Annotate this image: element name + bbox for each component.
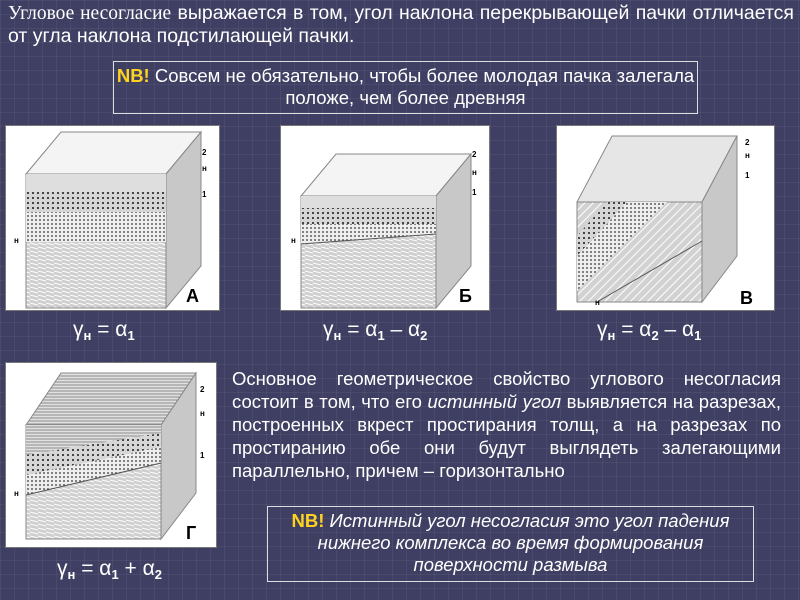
property-text: Основное геометрическое свойство углового несогласия состоит в том, что его — [232, 368, 781, 412]
formula-subscript: 2 — [651, 328, 659, 343]
nb-note-top — [113, 61, 698, 114]
layer-label: н — [291, 236, 296, 245]
nb-mark: NB! — [116, 65, 150, 86]
formula-part: = α — [75, 557, 112, 580]
layer-label: 2 — [200, 385, 205, 394]
block-diagram-b — [280, 125, 490, 311]
formula-subscript: н — [67, 567, 76, 582]
nb-mark: NB! — [291, 510, 325, 531]
formula-part: – α — [384, 318, 421, 341]
slide-title — [8, 2, 794, 48]
title-rest: выражается в том, угол наклона перекрывающей пачки отличается от угла наклона подстилающей пачки. — [8, 2, 794, 47]
formula-subscript: н — [83, 328, 92, 343]
layer-label: н — [472, 168, 477, 177]
formula-a — [73, 318, 135, 348]
formula-subscript: н — [333, 328, 342, 343]
block-diagram-v — [556, 125, 775, 311]
formula-b — [323, 318, 427, 348]
layer-label: н — [745, 151, 750, 160]
formula-part: = α — [341, 318, 378, 341]
property-emphasis: истинный угол — [427, 391, 562, 412]
layer-label: н — [14, 489, 19, 498]
layer-label: 2 — [745, 138, 750, 147]
block-diagram-g — [5, 362, 217, 548]
formula-subscript: 1 — [111, 567, 119, 582]
layer-label: н — [200, 409, 205, 418]
formula-symbol: γ — [57, 557, 68, 580]
title-lead: Угловое несогласие — [8, 3, 172, 24]
property-paragraph — [232, 367, 781, 482]
panel-letter: А — [186, 286, 199, 306]
formula-part: + α — [118, 557, 155, 580]
layer-label: н — [202, 164, 207, 173]
layer-label: н — [595, 298, 600, 307]
layer-label: 1 — [202, 190, 207, 199]
nb-text: Совсем не обязательно, чтобы более молодая пачка залегала положе, чем более древняя — [149, 65, 695, 108]
formula-v — [597, 318, 701, 348]
block-diagram-a — [5, 125, 220, 311]
formula-symbol: γ — [323, 318, 334, 341]
formula-symbol: γ — [73, 318, 84, 341]
formula-subscript: 1 — [377, 328, 385, 343]
nb-text: Истинный угол несогласия это угол падения нижнего комплекса во время формирования поверхности размыва — [317, 510, 730, 575]
property-text: выявляется на разрезах, построенных вкрест простирания толщ, а на разрезах по простиранию обе они будут выглядеть залегающими параллельно, причем – горизонтально — [232, 391, 781, 481]
formula-subscript: 1 — [694, 328, 702, 343]
formula-subscript: н — [607, 328, 616, 343]
panel-letter: В — [740, 288, 753, 308]
formula-part: = α — [91, 318, 128, 341]
panel-letter: Г — [186, 523, 197, 543]
formula-part: = α — [615, 318, 652, 341]
layer-label: 1 — [745, 171, 750, 180]
nb-note-bottom — [267, 506, 754, 582]
formula-symbol: γ — [597, 318, 608, 341]
layer-label: 1 — [472, 188, 477, 197]
layer-label: 2 — [472, 150, 477, 159]
formula-g — [57, 557, 162, 587]
formula-subscript: 1 — [127, 328, 135, 343]
panel-letter: Б — [459, 286, 472, 306]
formula-subscript: 2 — [154, 567, 162, 582]
layer-label: н — [14, 236, 19, 245]
formula-subscript: 2 — [420, 328, 428, 343]
layer-label: 2 — [202, 148, 207, 157]
layer-label: 1 — [200, 451, 205, 460]
formula-part: – α — [658, 318, 695, 341]
